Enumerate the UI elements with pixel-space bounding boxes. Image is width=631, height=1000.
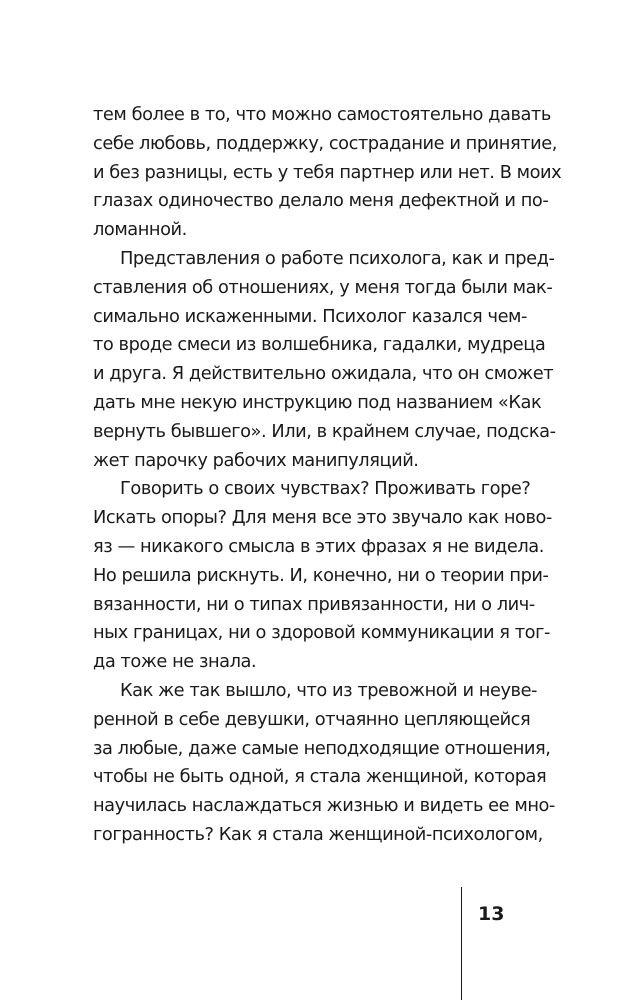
text-line: себе любовь, поддержку, сострадание и принятие, bbox=[93, 132, 557, 154]
text-line: то вроде смеси из волшебника, гадалки, мудреца bbox=[93, 334, 546, 356]
page-number: 13 bbox=[478, 903, 505, 925]
text-line: Но решила рискнуть. И, конечно, ни о теории при- bbox=[93, 564, 549, 586]
text-line: вязанности, ни о типах привязанности, ни о лич- bbox=[93, 593, 535, 615]
text-line: жет парочку рабочих манипуляций. bbox=[93, 449, 419, 471]
page-number-divider bbox=[461, 887, 462, 1000]
text-line: научилась наслаждаться жизнью и видеть ее мно- bbox=[93, 795, 555, 817]
text-line: чтобы не быть одной, я стала женщиной, которая bbox=[93, 766, 547, 788]
text-line: за любые, даже самые неподходящие отношения, bbox=[93, 737, 551, 759]
text-line: и друга. Я действительно ожидала, что он сможет bbox=[93, 363, 554, 385]
text-line: да тоже не знала. bbox=[93, 651, 257, 673]
text-line: Искать опоры? Для меня все это звучало как ново- bbox=[93, 507, 552, 529]
text-line: симально искаженными. Психолог казался чем- bbox=[93, 305, 527, 327]
text-line: глазах одиночество делало меня дефектной и по- bbox=[93, 190, 549, 212]
paragraph-start-line: Говорить о своих чувствах? Проживать горе? bbox=[120, 478, 531, 500]
paragraph-start-line: Как же так вышло, что из тревожной и неуве- bbox=[120, 679, 538, 701]
text-line: ставления об отношениях, у меня тогда были мак- bbox=[93, 276, 553, 298]
body-text bbox=[93, 101, 562, 850]
text-line: и без разницы, есть у тебя партнер или нет. В моих bbox=[93, 161, 562, 183]
text-line: яз — никакого смысла в этих фразах я не видела. bbox=[93, 535, 544, 557]
text-line: вернуть бывшего». Или, в крайнем случае, подска- bbox=[93, 420, 556, 442]
text-line: гогранность? Как я стала женщиной-психологом, bbox=[93, 823, 543, 845]
text-line: ренной в себе девушки, отчаянно цепляющейся bbox=[93, 708, 531, 730]
text-line: ных границах, ни о здоровой коммуникации я тог- bbox=[93, 622, 550, 644]
text-line: ломанной. bbox=[93, 219, 187, 241]
paragraph-start-line: Представления о работе психолога, как и пред- bbox=[120, 247, 555, 269]
text-line: тем более в то, что можно самостоятельно давать bbox=[93, 104, 551, 125]
text-line: дать мне некую инструкцию под названием «Как bbox=[93, 391, 542, 413]
